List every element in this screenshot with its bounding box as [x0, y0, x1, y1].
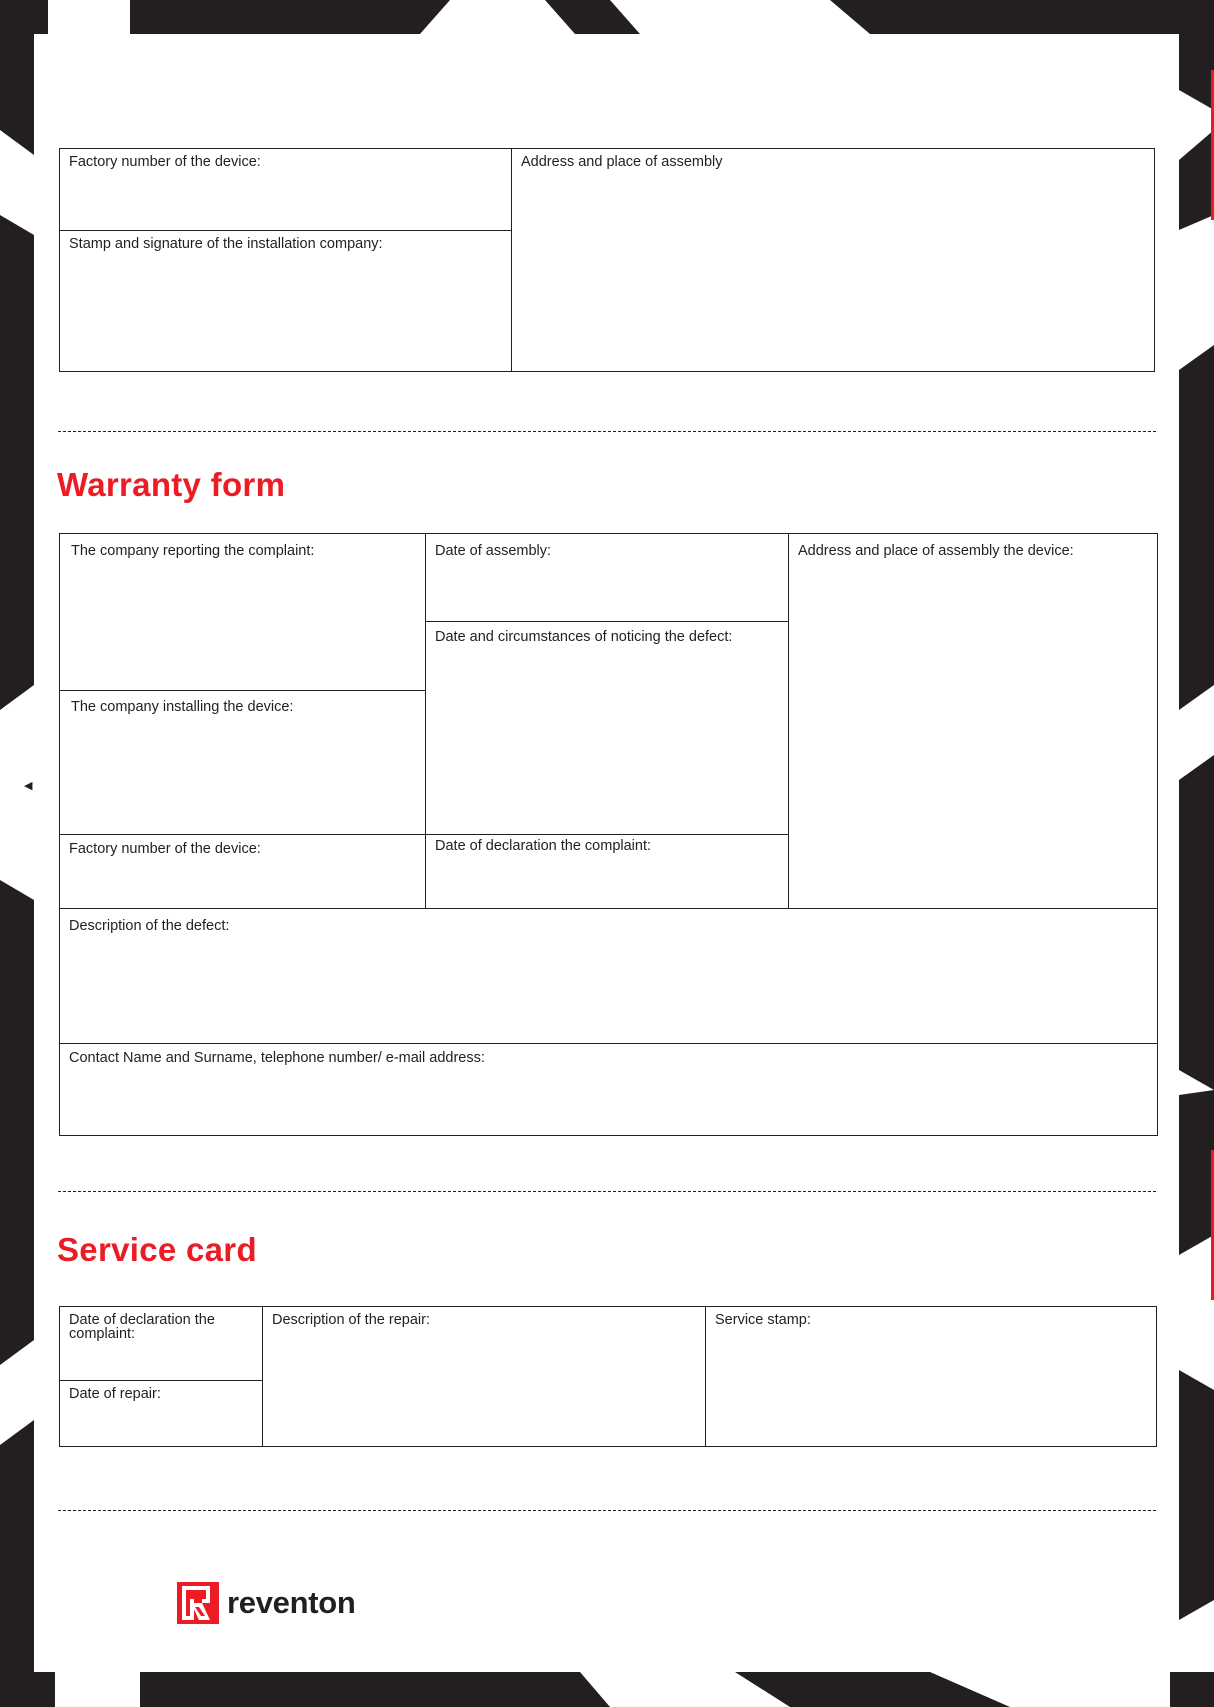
address-assembly-field[interactable]	[512, 149, 1154, 371]
address-device-label: Address and place of assembly the device:	[798, 543, 1074, 559]
warranty-form-table	[59, 533, 1158, 1136]
company-reporting-field[interactable]	[60, 534, 426, 691]
date-declaration-field[interactable]	[426, 835, 789, 909]
description-repair-field[interactable]	[263, 1307, 706, 1446]
description-defect-field[interactable]	[60, 909, 1157, 1044]
date-circumstances-field[interactable]	[426, 622, 789, 835]
triangle-left-icon: ◀	[24, 780, 33, 792]
contact-label: Contact Name and Surname, telephone number/ e-mail address:	[69, 1050, 485, 1066]
date-circumstances-label: Date and circumstances of noticing the defect:	[435, 629, 733, 645]
service-stamp-field[interactable]	[706, 1307, 1156, 1446]
contact-field[interactable]	[60, 1044, 1157, 1135]
factory-number-label: Factory number of the device:	[69, 154, 261, 170]
description-repair-label: Description of the repair:	[272, 1312, 430, 1328]
date-declaration-field[interactable]	[60, 1307, 263, 1381]
address-device-field[interactable]	[789, 534, 1157, 909]
factory-number-label: Factory number of the device:	[69, 841, 261, 857]
service-card-title: Service card	[57, 1231, 257, 1268]
cut-line	[58, 1191, 1156, 1192]
reventon-logo-mark	[177, 1582, 219, 1624]
date-declaration-label: Date of declaration the complaint:	[435, 838, 652, 854]
date-assembly-field[interactable]	[426, 534, 789, 622]
service-stamp-label: Service stamp:	[715, 1312, 811, 1328]
service-card-table	[59, 1306, 1157, 1447]
date-assembly-label: Date of assembly:	[435, 543, 552, 559]
factory-number-field[interactable]	[60, 835, 426, 909]
date-repair-label: Date of repair:	[69, 1386, 161, 1402]
address-assembly-label: Address and place of assembly	[521, 154, 723, 170]
description-defect-label: Description of the defect:	[69, 918, 230, 934]
date-declaration-label: Date of declaration the complaint:	[69, 1312, 215, 1342]
top-form-table	[59, 148, 1155, 372]
date-repair-field[interactable]	[60, 1381, 263, 1446]
factory-number-field[interactable]	[60, 149, 512, 231]
company-installing-field[interactable]	[60, 691, 426, 835]
company-reporting-label: The company reporting the complaint:	[71, 543, 315, 559]
company-installing-label: The company installing the device:	[71, 699, 294, 715]
stamp-signature-label: Stamp and signature of the installation company:	[69, 236, 383, 252]
reventon-logo	[177, 1582, 356, 1624]
stamp-signature-field[interactable]	[60, 231, 512, 371]
cut-line	[58, 1510, 1156, 1511]
logo-text: reventon	[227, 1585, 356, 1620]
warranty-form-title: Warranty form	[57, 466, 286, 503]
cut-line	[58, 431, 1156, 432]
